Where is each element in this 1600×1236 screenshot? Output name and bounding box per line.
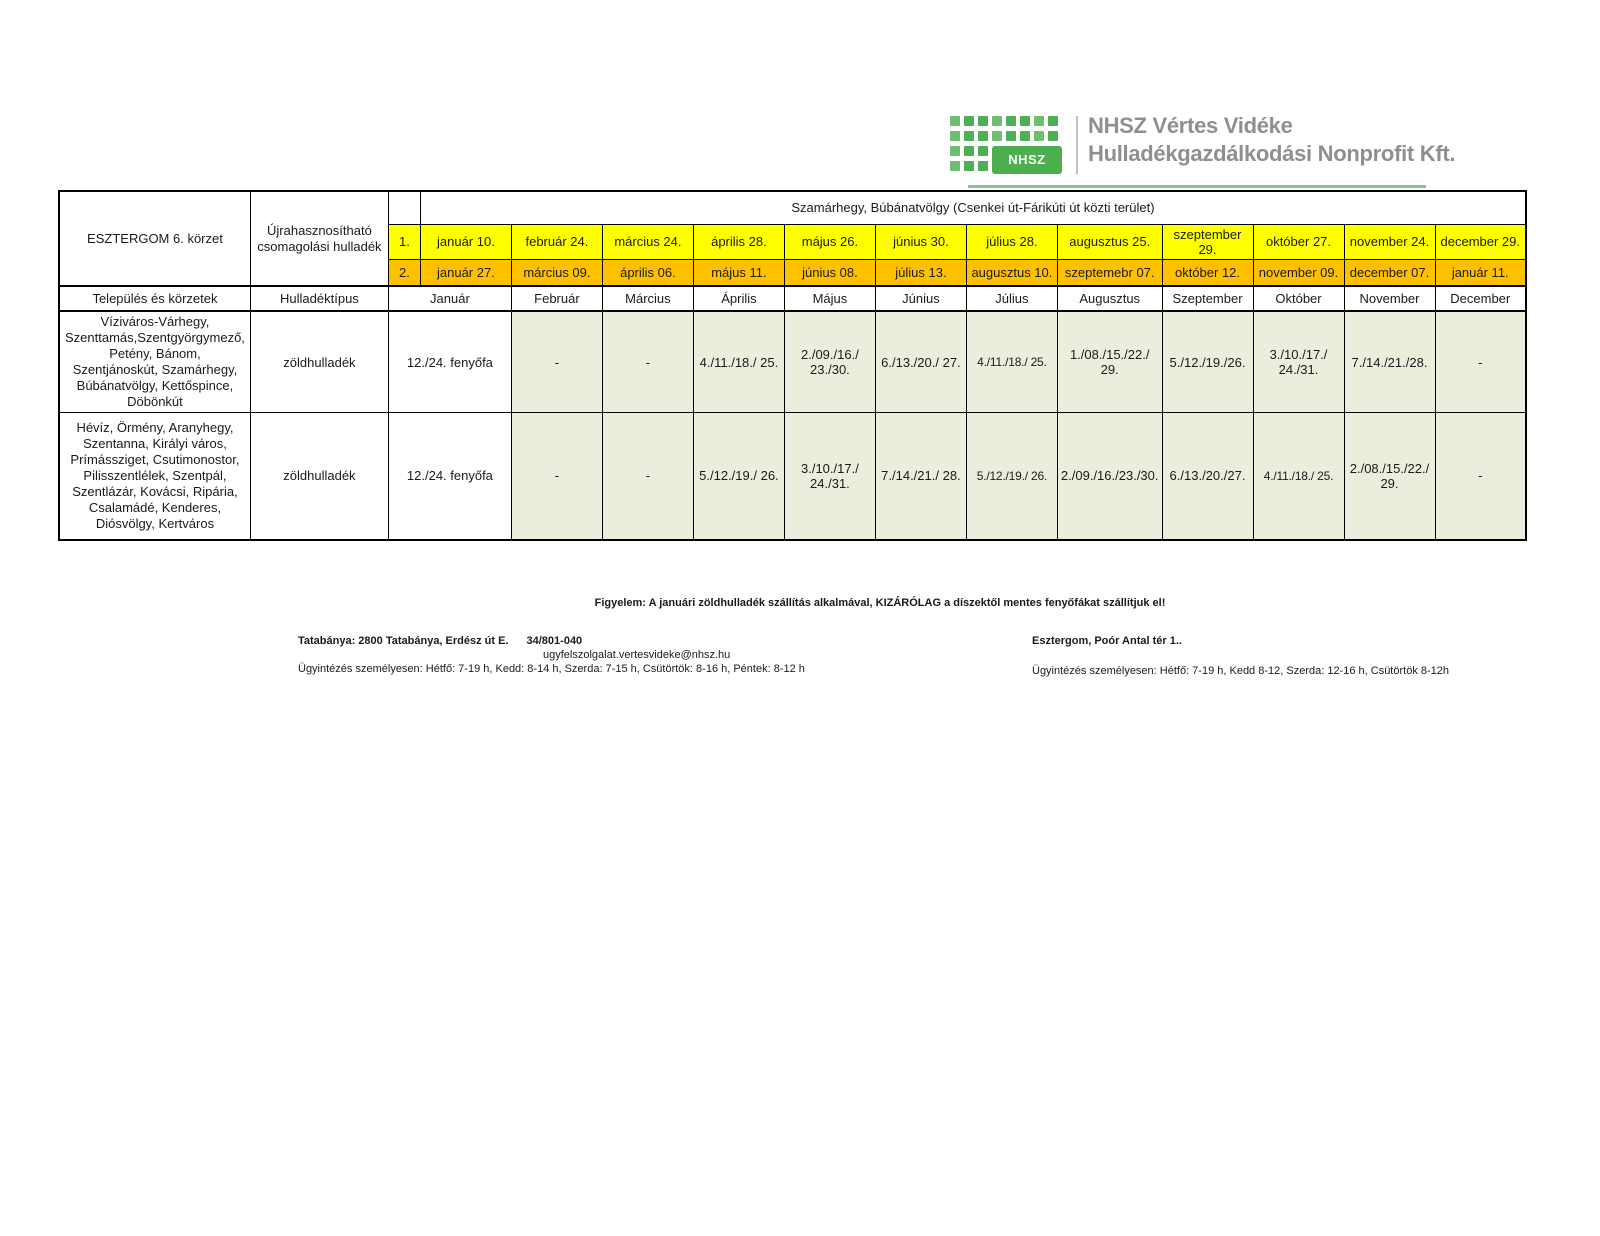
- recycling-date: január 11.: [1435, 259, 1526, 286]
- waste-type-header: Hulladéktípus: [250, 286, 388, 311]
- month-header: Szeptember: [1162, 286, 1253, 311]
- tatabanya-contact-block: [298, 634, 818, 676]
- collection-dates: 2./09./16./ 23./30.: [784, 311, 875, 413]
- esztergom-hours: Ügyintézés személyesen: Hétfő: 7-19 h, Kedd 8-12, Szerda: 12-16 h, Csütörtök 8-12h: [1032, 665, 1450, 677]
- recycling-date: március 24.: [602, 224, 693, 259]
- tatabanya-phone: 34/801-040: [526, 635, 583, 647]
- collection-dates: 1./08./15./22./ 29.: [1057, 311, 1162, 413]
- collection-dates: -: [602, 413, 693, 540]
- month-header: Augusztus: [1057, 286, 1162, 311]
- collection-dates: 5./12./19./ 26.: [966, 413, 1057, 540]
- recycling-date: május 11.: [693, 259, 784, 286]
- recycling-date: május 26.: [784, 224, 875, 259]
- collection-dates: -: [1435, 413, 1526, 540]
- collection-dates: -: [511, 413, 602, 540]
- recycling-row2-index: 2.: [388, 259, 420, 286]
- logo-squares-icon: [950, 116, 1062, 178]
- recycling-date: szeptember 29.: [1162, 224, 1253, 259]
- notice-text: Figyelem: A januári zöldhulladék szállítás alkalmával, KIZÁRÓLAG a díszektől mentes fenyőfákat szállítjuk el!: [594, 597, 1166, 609]
- schedule-table: [58, 190, 1527, 541]
- recycling-date: november 09.: [1253, 259, 1344, 286]
- month-header: Április: [693, 286, 784, 311]
- recycling-date: október 27.: [1253, 224, 1344, 259]
- recycling-date: november 24.: [1344, 224, 1435, 259]
- recycling-date: június 08.: [784, 259, 875, 286]
- recycling-date: január 10.: [420, 224, 511, 259]
- waste-type: zöldhulladék: [250, 311, 388, 413]
- esztergom-address: Esztergom, Poór Antal tér 1..: [1032, 635, 1182, 647]
- recycling-date: január 27.: [420, 259, 511, 286]
- logo-divider: [1076, 116, 1078, 174]
- logo-company-name: [1088, 112, 1455, 168]
- month-header: Május: [784, 286, 875, 311]
- collection-dates: 3./10./17./ 24./31.: [784, 413, 875, 540]
- settlement-list: Hévíz, Örmény, Aranyhegy, Szentanna, Királyi város, Prímássziget, Csutimonostor, Pilisszentlélek, Szentpál, Szentlázár, Kovácsi, Ripária, Csalamádé, Kenderes, Diósvölgy, Kertváros: [59, 413, 250, 540]
- tatabanya-email: ugyfelszolgalat.vertesvideke@nhsz.hu: [543, 649, 731, 661]
- collection-dates: 3./10./17./ 24./31.: [1253, 311, 1344, 413]
- empty-cell: [388, 191, 420, 224]
- waste-type: zöldhulladék: [250, 413, 388, 540]
- recycling-date: december 07.: [1344, 259, 1435, 286]
- month-header: Június: [875, 286, 966, 311]
- tatabanya-address: Tatabánya: 2800 Tatabánya, Erdész út E.: [298, 635, 509, 647]
- month-header: Január: [388, 286, 511, 311]
- recycling-date: február 24.: [511, 224, 602, 259]
- district-cell: ESZTERGOM 6. körzet: [59, 191, 250, 286]
- recycling-date: március 09.: [511, 259, 602, 286]
- month-header: Október: [1253, 286, 1344, 311]
- recycling-date: április 06.: [602, 259, 693, 286]
- collection-dates: 5./12./19./26.: [1162, 311, 1253, 413]
- nhsz-badge: NHSZ: [992, 146, 1062, 174]
- collection-dates: 4./11./18./ 25.: [966, 311, 1057, 413]
- recycling-date: június 30.: [875, 224, 966, 259]
- collection-dates: 7./14./21./ 28.: [875, 413, 966, 540]
- recycling-date: július 13.: [875, 259, 966, 286]
- january-schedule: 12./24. fenyőfa: [388, 413, 511, 540]
- logo-name-line1: NHSZ Vértes Vidéke: [1088, 113, 1293, 138]
- logo-underline: [968, 185, 1426, 188]
- month-header: Március: [602, 286, 693, 311]
- collection-dates: 6./13./20./ 27.: [875, 311, 966, 413]
- area-header-cell: Szamárhegy, Búbánatvölgy (Csenkei út-Fárikúti út közti terület): [420, 191, 1526, 224]
- collection-dates: 7./14./21./28.: [1344, 311, 1435, 413]
- collection-dates: 5./12./19./ 26.: [693, 413, 784, 540]
- collection-dates: 2./09./16./23./30.: [1057, 413, 1162, 540]
- recycling-date: április 28.: [693, 224, 784, 259]
- collection-dates: 2./08./15./22./ 29.: [1344, 413, 1435, 540]
- settlement-list: Víziváros-Várhegy, Szenttamás,Szentgyörgymező, Petény, Bánom, Szentjánoskút, Szamárhegy, Búbánatvölgy, Kettőspince, Döbönkút: [59, 311, 250, 413]
- recycling-date: augusztus 10.: [966, 259, 1057, 286]
- collection-dates: -: [1435, 311, 1526, 413]
- tatabanya-hours: Ügyintézés személyesen: Hétfő: 7-19 h, Kedd: 8-14 h, Szerda: 7-15 h, Csütörtök: 8-16 h, Péntek: 8-12 h: [298, 663, 805, 675]
- recycling-row1-index: 1.: [388, 224, 420, 259]
- january-schedule: 12./24. fenyőfa: [388, 311, 511, 413]
- collection-dates: 4./11./18./ 25.: [1253, 413, 1344, 540]
- month-header: Július: [966, 286, 1057, 311]
- month-header: December: [1435, 286, 1526, 311]
- recycling-date: július 28.: [966, 224, 1057, 259]
- recycling-date: augusztus 25.: [1057, 224, 1162, 259]
- recycling-date: december 29.: [1435, 224, 1526, 259]
- settlement-header: Település és körzetek: [59, 286, 250, 311]
- month-header: November: [1344, 286, 1435, 311]
- collection-dates: -: [602, 311, 693, 413]
- recyclable-type-cell: Újrahasznosítható csomagolási hulladék: [250, 191, 388, 286]
- collection-dates: 4./11./18./ 25.: [693, 311, 784, 413]
- logo-name-line2: Hulladékgazdálkodási Nonprofit Kft.: [1088, 141, 1456, 166]
- nhsz-logo: [950, 112, 1455, 178]
- collection-dates: 6./13./20./27.: [1162, 413, 1253, 540]
- recycling-date: szeptemebr 07.: [1057, 259, 1162, 286]
- collection-dates: -: [511, 311, 602, 413]
- recycling-date: október 12.: [1162, 259, 1253, 286]
- month-header: Február: [511, 286, 602, 311]
- esztergom-contact-block: [1032, 634, 1462, 678]
